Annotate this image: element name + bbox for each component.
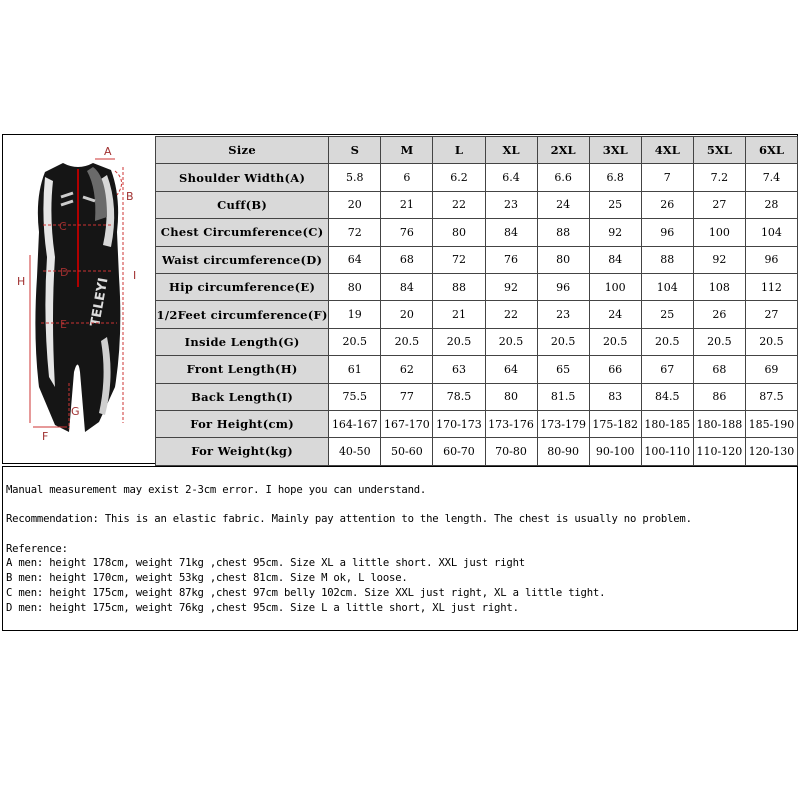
table-cell: 108 (693, 273, 745, 300)
table-row (156, 164, 798, 191)
row-label: Inside Length(G) (156, 328, 329, 355)
table-cell: 5.8 (329, 164, 381, 191)
table-cell: 6.8 (589, 164, 641, 191)
table-cell: 28 (745, 191, 797, 218)
table-cell: 60-70 (433, 438, 485, 465)
table-cell: 173-176 (485, 410, 537, 437)
table-cell: 25 (641, 301, 693, 328)
label-a: A (104, 145, 112, 158)
row-label: Shoulder Width(A) (156, 164, 329, 191)
table-cell: 70-80 (485, 438, 537, 465)
table-cell: 78.5 (433, 383, 485, 410)
row-label: For Weight(kg) (156, 438, 329, 465)
table-cell: 21 (433, 301, 485, 328)
table-cell: 92 (589, 219, 641, 246)
table-cell: 20.5 (381, 328, 433, 355)
size-header-cell: L (433, 137, 485, 164)
table-cell: 20.5 (537, 328, 589, 355)
table-cell: 84 (485, 219, 537, 246)
table-cell: 27 (745, 301, 797, 328)
table-cell: 24 (589, 301, 641, 328)
table-cell: 90-100 (589, 438, 641, 465)
reference-line: B men: height 170cm, weight 53kg ,chest 81cm. Size M ok, L loose. (6, 572, 408, 584)
table-cell: 88 (641, 246, 693, 273)
table-cell: 96 (641, 219, 693, 246)
table-cell: 112 (745, 273, 797, 300)
size-table-body (156, 164, 798, 465)
row-label: Front Length(H) (156, 356, 329, 383)
table-row (156, 438, 798, 465)
table-cell: 20 (329, 191, 381, 218)
table-cell: 23 (485, 191, 537, 218)
size-header-row (156, 137, 798, 164)
table-cell: 81.5 (537, 383, 589, 410)
table-cell: 7.2 (693, 164, 745, 191)
table-cell: 22 (433, 191, 485, 218)
table-cell: 19 (329, 301, 381, 328)
table-row (156, 191, 798, 218)
label-f: F (42, 430, 49, 443)
size-header-cell: 4XL (641, 137, 693, 164)
table-cell: 21 (381, 191, 433, 218)
table-cell: 68 (693, 356, 745, 383)
label-d: D (60, 266, 69, 279)
table-cell: 100-110 (641, 438, 693, 465)
size-header-cell: 6XL (745, 137, 797, 164)
table-cell: 20.5 (745, 328, 797, 355)
trisuit-illustration (3, 137, 153, 463)
table-row (156, 328, 798, 355)
table-cell: 64 (485, 356, 537, 383)
table-cell: 69 (745, 356, 797, 383)
table-cell: 84 (381, 273, 433, 300)
table-row (156, 301, 798, 328)
size-header-cell: S (329, 137, 381, 164)
table-cell: 96 (745, 246, 797, 273)
table-cell: 75.5 (329, 383, 381, 410)
table-row (156, 356, 798, 383)
table-cell: 80 (537, 246, 589, 273)
table-cell: 84.5 (641, 383, 693, 410)
table-cell: 24 (537, 191, 589, 218)
table-cell: 92 (693, 246, 745, 273)
table-cell: 175-182 (589, 410, 641, 437)
table-cell: 62 (381, 356, 433, 383)
row-label: 1/2Feet circumference(F) (156, 301, 329, 328)
table-cell: 88 (433, 273, 485, 300)
table-cell: 100 (589, 273, 641, 300)
table-cell: 80 (485, 383, 537, 410)
table-cell: 180-188 (693, 410, 745, 437)
table-cell: 64 (329, 246, 381, 273)
size-header-cell: 5XL (693, 137, 745, 164)
table-cell: 26 (693, 301, 745, 328)
table-cell: 50-60 (381, 438, 433, 465)
table-row (156, 273, 798, 300)
label-b: B (126, 190, 134, 203)
table-cell: 23 (537, 301, 589, 328)
table-cell: 65 (537, 356, 589, 383)
table-cell: 6.2 (433, 164, 485, 191)
table-cell: 6.4 (485, 164, 537, 191)
table-cell: 87.5 (745, 383, 797, 410)
row-label: Back Length(I) (156, 383, 329, 410)
table-cell: 76 (485, 246, 537, 273)
table-cell: 7 (641, 164, 693, 191)
table-cell: 66 (589, 356, 641, 383)
label-e: E (60, 318, 67, 331)
table-cell: 63 (433, 356, 485, 383)
table-cell: 25 (589, 191, 641, 218)
table-cell: 20.5 (433, 328, 485, 355)
label-i: I (133, 269, 137, 282)
table-cell: 27 (693, 191, 745, 218)
table-row (156, 219, 798, 246)
error-note: Manual measurement may exist 2-3cm error. I hope you can understand. (6, 484, 427, 496)
table-row (156, 410, 798, 437)
table-cell: 20.5 (485, 328, 537, 355)
row-label: Cuff(B) (156, 191, 329, 218)
label-c: C (59, 220, 67, 233)
table-cell: 185-190 (745, 410, 797, 437)
table-cell: 167-170 (381, 410, 433, 437)
reference-line: D men: height 175cm, weight 76kg ,chest 95cm. Size L a little short, XL just right. (6, 602, 519, 614)
table-cell: 7.4 (745, 164, 797, 191)
table-cell: 88 (537, 219, 589, 246)
reference-line: C men: height 175cm, weight 87kg ,chest 97cm belly 102cm. Size XXL just right, XL a little tight. (6, 587, 606, 599)
table-cell: 76 (381, 219, 433, 246)
table-cell: 84 (589, 246, 641, 273)
table-cell: 26 (641, 191, 693, 218)
table-cell: 72 (433, 246, 485, 273)
table-cell: 92 (485, 273, 537, 300)
table-cell: 110-120 (693, 438, 745, 465)
table-cell: 77 (381, 383, 433, 410)
recommendation-note: Recommendation: This is an elastic fabric. Mainly pay attention to the length. The chest is usually no problem. (6, 513, 692, 525)
label-g: G (71, 405, 80, 418)
size-header-cell: 2XL (537, 137, 589, 164)
table-cell: 22 (485, 301, 537, 328)
table-cell: 104 (641, 273, 693, 300)
table-row (156, 383, 798, 410)
notes-frame (2, 466, 798, 631)
table-cell: 67 (641, 356, 693, 383)
table-cell: 6 (381, 164, 433, 191)
brand-text: TELEYI (88, 276, 112, 328)
table-cell: 170-173 (433, 410, 485, 437)
row-label: Hip circumference(E) (156, 273, 329, 300)
table-cell: 104 (745, 219, 797, 246)
table-cell: 40-50 (329, 438, 381, 465)
table-cell: 173-179 (537, 410, 589, 437)
table-cell: 20.5 (589, 328, 641, 355)
size-header-cell: M (381, 137, 433, 164)
reference-line: A men: height 178cm, weight 71kg ,chest 95cm. Size XL a little short. XXL just right (6, 557, 525, 569)
table-cell: 120-130 (745, 438, 797, 465)
table-cell: 96 (537, 273, 589, 300)
size-header-label: Size (156, 137, 329, 164)
row-label: Chest Circumference(C) (156, 219, 329, 246)
table-cell: 164-167 (329, 410, 381, 437)
row-label: For Height(cm) (156, 410, 329, 437)
row-label: Waist circumference(D) (156, 246, 329, 273)
table-cell: 72 (329, 219, 381, 246)
label-h: H (17, 275, 26, 288)
size-header-cell: XL (485, 137, 537, 164)
table-cell: 68 (381, 246, 433, 273)
table-cell: 80 (329, 273, 381, 300)
table-cell: 86 (693, 383, 745, 410)
size-header-cell: 3XL (589, 137, 641, 164)
reference-title: Reference: (6, 543, 68, 555)
table-cell: 20 (381, 301, 433, 328)
table-cell: 6.6 (537, 164, 589, 191)
table-cell: 80-90 (537, 438, 589, 465)
table-cell: 20.5 (693, 328, 745, 355)
size-table (155, 136, 798, 466)
table-cell: 100 (693, 219, 745, 246)
table-cell: 80 (433, 219, 485, 246)
table-cell: 180-185 (641, 410, 693, 437)
table-cell: 20.5 (641, 328, 693, 355)
table-cell: 83 (589, 383, 641, 410)
table-cell: 61 (329, 356, 381, 383)
table-row (156, 246, 798, 273)
table-cell: 20.5 (329, 328, 381, 355)
